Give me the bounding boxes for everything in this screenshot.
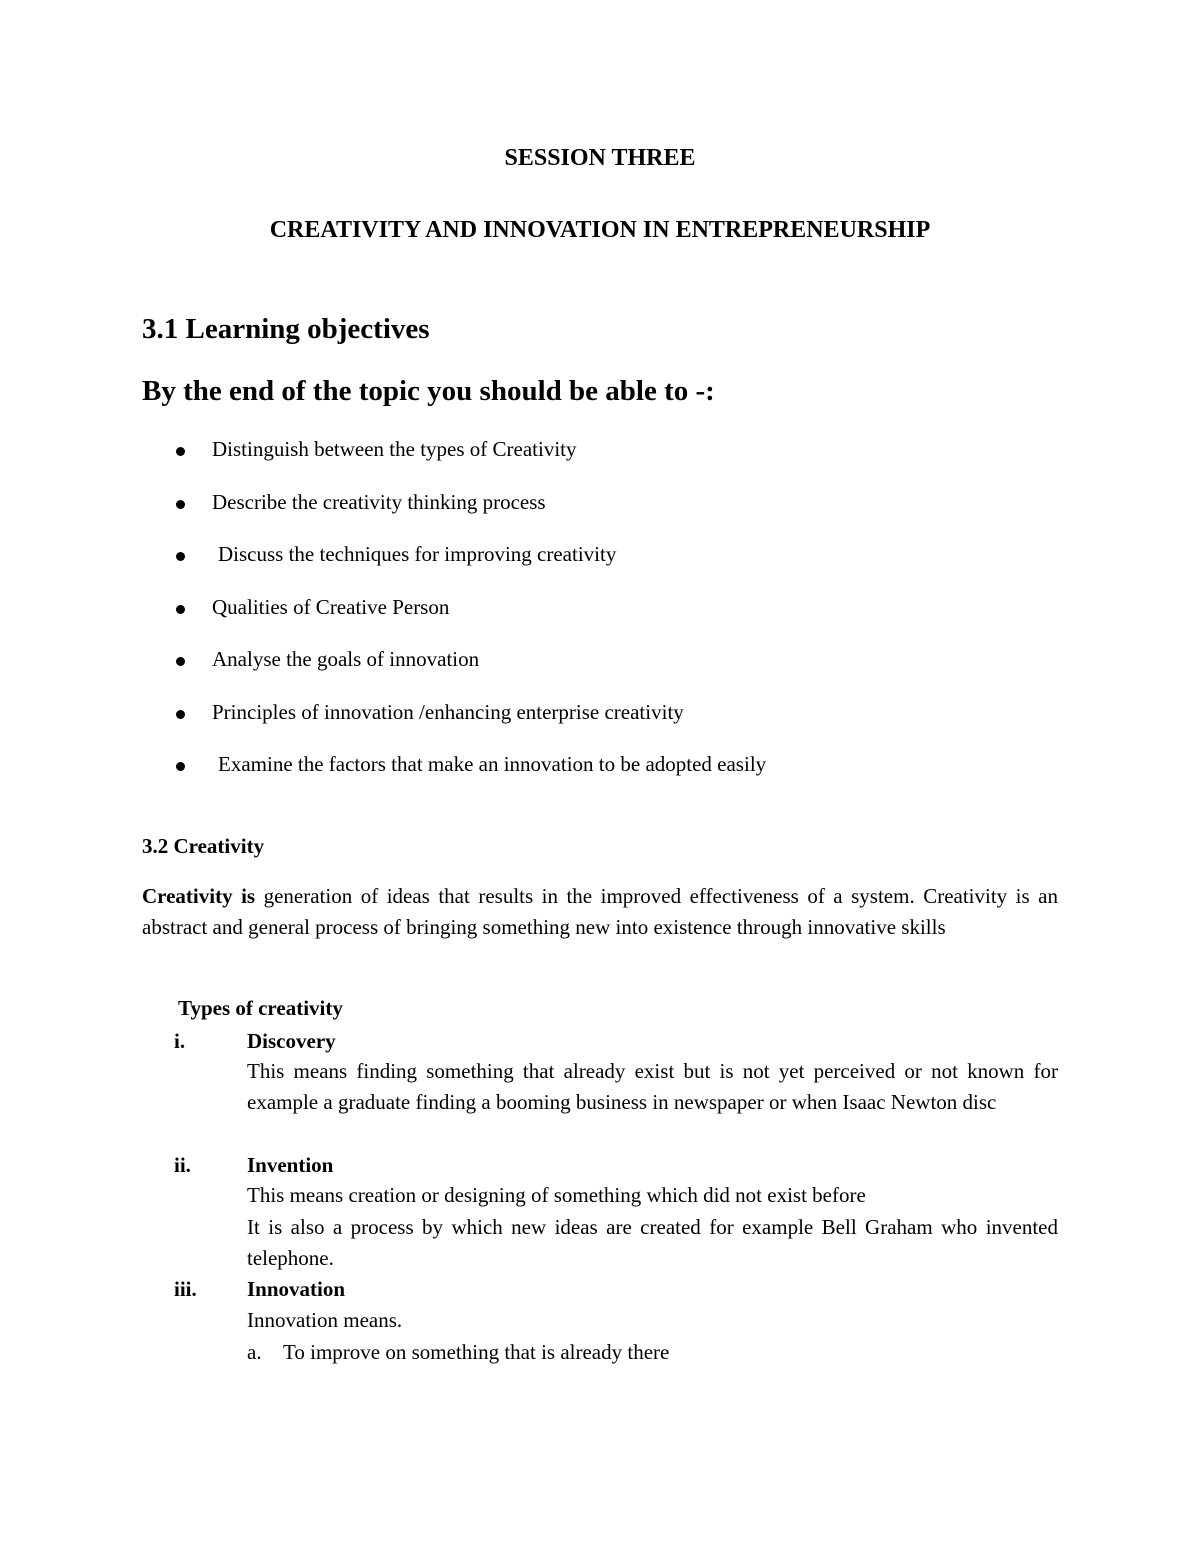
objectives-heading: 3.1 Learning objectives <box>142 313 430 345</box>
bullet-icon <box>176 500 185 509</box>
objective-text: Distinguish between the types of Creativity <box>212 437 577 461</box>
objective-text: Discuss the techniques for improving creativity <box>218 542 617 566</box>
invention-definition: This means creation or designing of something which did not exist before <box>247 1183 866 1207</box>
bullet-icon <box>176 552 185 561</box>
bullet-icon <box>176 447 185 456</box>
objective-text: Principles of innovation /enhancing enterprise creativity <box>212 700 684 724</box>
objective-text: Qualities of Creative Person <box>212 595 450 619</box>
types-heading: Types of creativity <box>178 996 343 1020</box>
type-body-discovery: This means finding something that already exist but is not yet perceived or not known for example a graduate finding a booming business in newspaper or when Isaac Newton disc <box>247 1059 1058 1114</box>
bullet-icon <box>176 657 185 666</box>
session-title: SESSION THREE <box>504 145 696 171</box>
creativity-heading: 3.2 Creativity <box>142 834 265 858</box>
definition-term: Creativity is <box>142 884 256 908</box>
sub-item-letter: a. <box>247 1340 262 1364</box>
creativity-definition <box>142 881 1058 943</box>
type-body-invention: It is also a process by which new ideas are created for example Bell Graham who invented telephone. <box>247 1215 1058 1270</box>
type-title-invention: Invention <box>247 1153 334 1177</box>
definition-text: generation of ideas that results in the improved effectiveness of a system. Creativity is an abstract and general process of bringing something new into existence through innovative skills <box>142 884 1058 939</box>
main-title: CREATIVITY AND INNOVATION IN ENTREPRENEURSHIP <box>269 217 931 243</box>
bullet-icon <box>176 605 185 614</box>
objective-text: Describe the creativity thinking process <box>212 490 546 514</box>
type-numeral: i. <box>174 1029 186 1053</box>
type-title-innovation: Innovation <box>247 1277 346 1301</box>
type-numeral: iii. <box>174 1277 197 1301</box>
type-title-discovery: Discovery <box>247 1029 336 1053</box>
type-numeral: ii. <box>174 1153 191 1177</box>
bullet-icon <box>176 762 185 771</box>
objective-text: Analyse the goals of innovation <box>212 647 480 671</box>
bullet-icon <box>176 710 185 719</box>
sub-item-text: To improve on something that is already there <box>283 1340 670 1364</box>
objectives-intro: By the end of the topic you should be able to -: <box>142 375 715 407</box>
objective-text: Examine the factors that make an innovation to be adopted easily <box>218 752 767 776</box>
innovation-intro: Innovation means. <box>247 1308 403 1332</box>
